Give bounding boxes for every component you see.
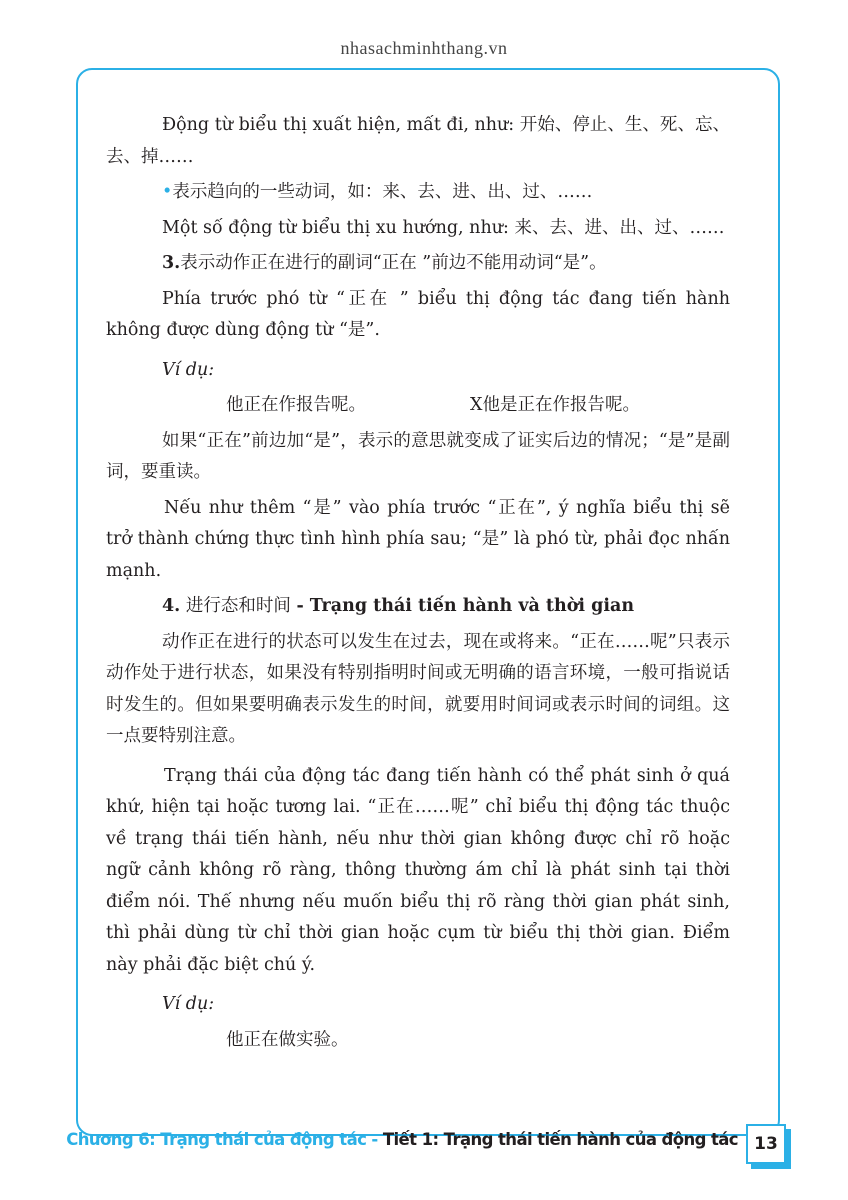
section-4-number: 4. — [162, 596, 181, 616]
footer-lesson: Tiết 1: Trạng thái tiến hành của động tác — [382, 1130, 738, 1149]
example-2-line — [106, 1025, 730, 1057]
paragraph-1: Động từ biểu thị xuất hiện, mất đi, như: 开始、停止、生、死、忘、去、掉…… — [106, 115, 730, 167]
paragraph-4: Phía trước phó từ “正在 ” biểu thị động tác đang tiến hành không được dùng động từ “是”. — [106, 288, 730, 340]
example-2-a: 他正在做实验。 — [226, 1029, 349, 1050]
paragraph-6: Nếu như thêm “是” vào phía trước “正在”, ý nghĩa biểu thị sẽ trở thành chứng thực tình hình phía sau; “是” là phó từ, phải đọc nhấn mạnh. — [106, 497, 730, 581]
section-3-number: 3. — [162, 253, 181, 273]
section-4-title-cn: 进行态和时间 — [185, 596, 291, 616]
footer-chapter: Chương 6: Trạng thái của động tác - — [66, 1130, 383, 1149]
section-4-heading — [106, 591, 730, 623]
example-1-line — [106, 390, 730, 422]
section-4-title-vn: - Trạng thái tiến hành và thời gian — [296, 596, 635, 616]
paragraph-2-text: 表示趋向的一些动词，如：来、去、进、出、过、…… — [172, 182, 593, 202]
example-1-label: Ví dụ: — [162, 359, 215, 380]
bullet-icon: • — [162, 182, 173, 202]
section-3-heading — [106, 248, 730, 280]
example-1-b: X他是正在作报告呢。 — [470, 395, 640, 415]
paragraph-7: 动作正在进行的状态可以发生在过去，现在或将来。“正在……呢”只表示动作处于进行状态，如果没有特别指明时间或无明确的语言环境，一般可指说话时发生的。但如果要明确表示发生的时间，就要用时间词或表示时间的词组。这一点要特别注意。 — [106, 631, 730, 746]
paragraph-3: Một số động từ biểu thị xu hướng, như: 来、去、进、出、过、…… — [162, 217, 725, 238]
example-1-a: 他正在作报告呢。 — [226, 395, 366, 415]
paragraph-2 — [106, 177, 730, 209]
paragraph-5: 如果“正在”前边加“是”，表示的意思就变成了证实后边的情况；“是”是副词，要重读。 — [106, 430, 730, 482]
footer-chapter-title — [0, 1130, 738, 1149]
page-content — [106, 110, 730, 1056]
example-2-label: Ví dụ: — [162, 994, 215, 1014]
page-number: 13 — [746, 1124, 786, 1164]
paragraph-8: Trạng thái của động tác đang tiến hành có thể phát sinh ở quá khứ, hiện tại hoặc tương lai. “正在……呢” chỉ biểu thị động tác thuộc về trạng thái tiến hành, nếu như thời gian không được chỉ rõ hoặc ngữ cảnh không rõ ràng, thông thường ám chỉ là phát sinh tại thời điểm nói. Thế nhưng nếu muốn biểu thị rõ ràng thời gian phát sinh, thì phải dùng từ chỉ thời gian hoặc cụm từ biểu thị thời gian. Điểm này phải đặc biệt chú ý. — [106, 765, 730, 975]
site-header: nhasachminhthang.vn — [340, 38, 508, 58]
section-3-title: 表示动作正在进行的副词“正在 ”前边不能用动词“是”。 — [180, 253, 607, 273]
